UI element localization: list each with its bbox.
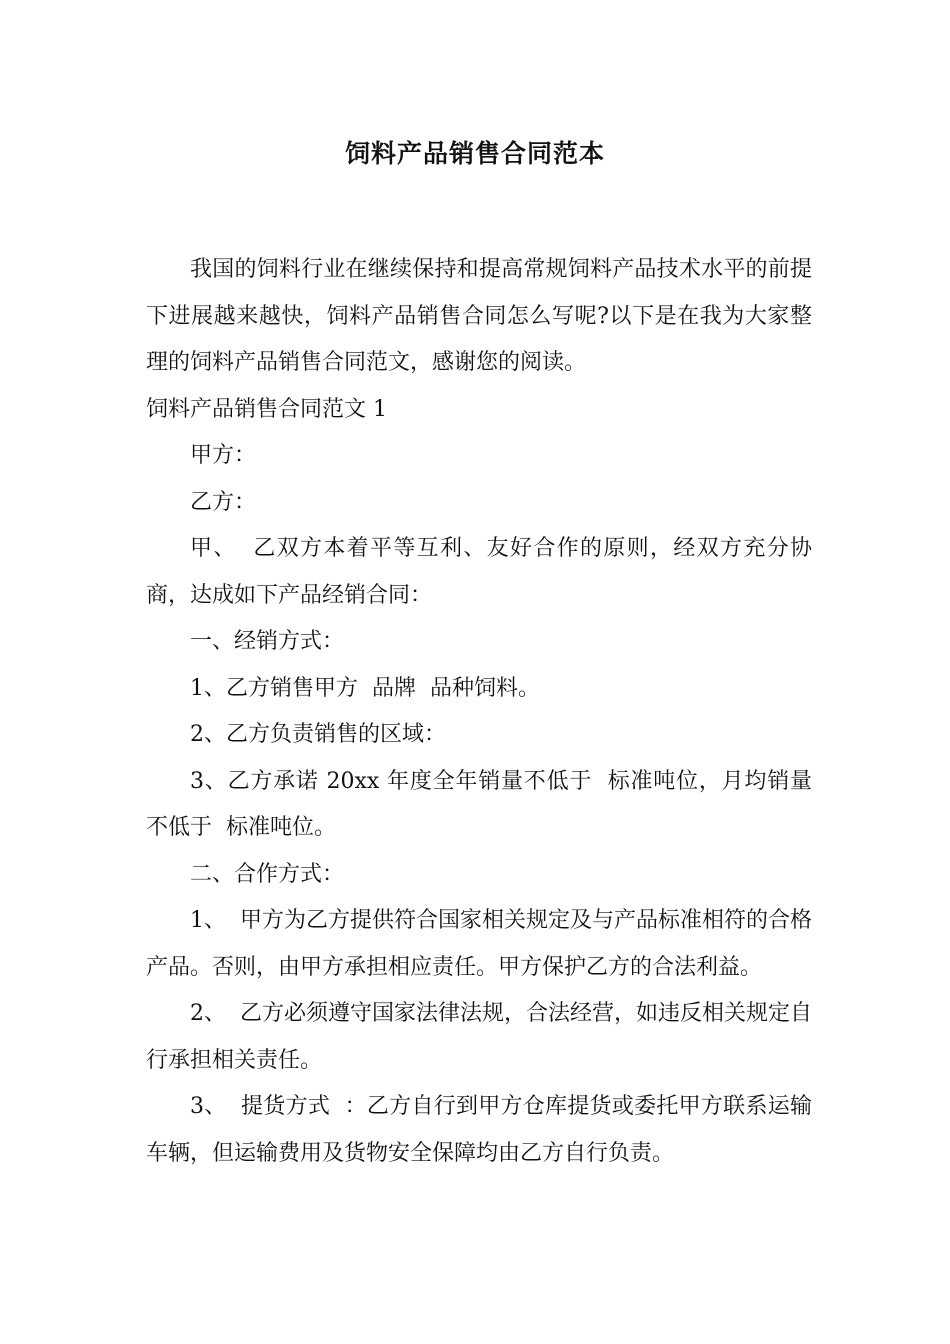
section-heading: 饲料产品销售合同范文 1 — [146, 396, 387, 422]
intro-paragraph: 我国的饲料行业在继续保持和提高常规饲料产品技术水平的前提下进展越来越快，饲料产品销售合同怎么写呢?以下是在我为大家整理的饲料产品销售合同范文，感谢您的阅读。 — [146, 257, 812, 375]
clause-heading: 二、合作方式： — [190, 861, 345, 887]
clause-item: 1、乙方销售甲方 品牌 品种饲料。 — [190, 675, 540, 701]
document-body — [146, 247, 812, 1177]
clause-item: 3、 提货方式 ：乙方自行到甲方仓库提货或委托甲方联系运输车辆，但运输费用及货物安全保障均由乙方自行负责。 — [146, 1094, 812, 1166]
clause-item: 3、乙方承诺 20xx 年度全年销量不低于 标准吨位，月均销量不低于 标准吨位。 — [146, 768, 812, 840]
party-b-line: 乙方： — [190, 489, 257, 515]
party-a-line: 甲方： — [190, 443, 257, 468]
clause-heading: 一、经销方式： — [190, 629, 345, 654]
clause-item: 2、乙方负责销售的区域： — [190, 722, 446, 747]
clause-item: 1、 甲方为乙方提供符合国家相关规定及与产品标准相符的合格产品。否则，由甲方承担相应责任。甲方保护乙方的合法利益。 — [146, 908, 812, 980]
clause-item: 2、 乙方必须遵守国家法律法规，合法经营，如违反相关规定自行承担相关责任。 — [146, 1001, 812, 1073]
document-title: 饲料产品销售合同范本 — [344, 139, 605, 168]
agreement-paragraph: 甲、 乙双方本着平等互利、友好合作的原则，经双方充分协商，达成如下产品经销合同： — [146, 536, 812, 608]
